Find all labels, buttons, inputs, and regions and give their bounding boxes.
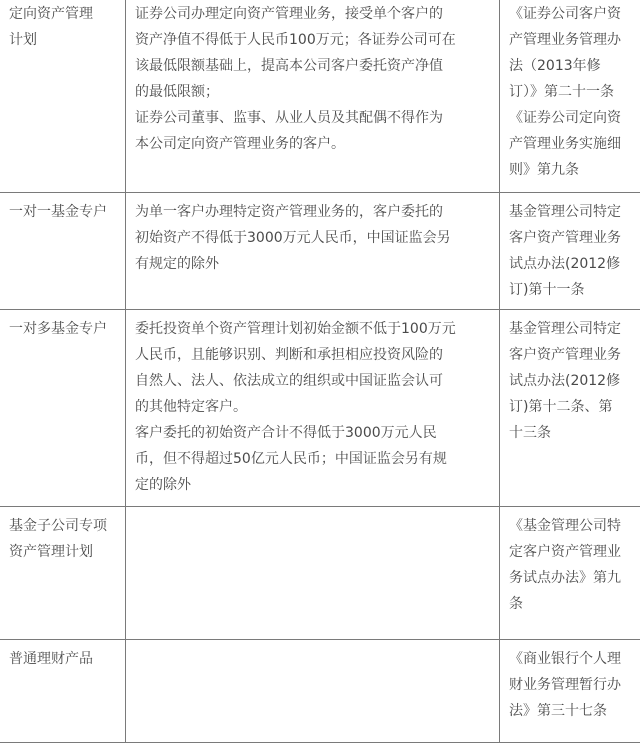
requirement-cell	[126, 193, 500, 310]
requirement-paragraph: 委托投资单个资产管理计划初始金额不低于100万元 人民币，且能够识别、判断和承担相应投资风险的 自然人、法人、依法成立的组织或中国证监会认可 的其他特定客户。	[135, 316, 493, 420]
product-type-cell	[0, 0, 126, 193]
product-type-cell	[0, 193, 126, 310]
requirement-paragraph: 为单一客户办理特定资产管理业务的，客户委托的 初始资产不得低于3000万元人民币，中国证监会另 有规定的除外	[135, 199, 493, 277]
legal-basis-cell	[500, 310, 640, 507]
requirement-cell	[126, 0, 500, 193]
product-type: 一对一基金专户	[9, 204, 107, 220]
table-row	[0, 507, 640, 640]
legal-basis: 《基金管理公司特 定客户资产管理业 务试点办法》第九 条	[509, 518, 621, 612]
requirement-paragraph: 证券公司董事、监事、从业人员及其配偶不得作为 本公司定向资产管理业务的客户。	[135, 105, 493, 157]
requirement-paragraph: 证券公司办理定向资产管理业务，接受单个客户的 资产净值不得低于人民币100万元；各证券公司可在 该最低限额基础上，提高本公司客户委托资产净值 的最低限额；	[135, 1, 493, 105]
table-row	[0, 193, 640, 310]
legal-basis: 基金管理公司特定 客户资产管理业务 试点办法(2012修 订)第十二条、第 十三条	[509, 321, 621, 441]
product-type-cell	[0, 310, 126, 507]
product-type-cell	[0, 507, 126, 640]
product-type: 基金子公司专项 资产管理计划	[9, 518, 107, 560]
legal-basis-cell	[500, 0, 640, 193]
product-type-cell	[0, 640, 126, 743]
legal-basis: 基金管理公司特定 客户资产管理业务 试点办法(2012修 订)第十一条	[509, 204, 621, 298]
product-type: 普通理财产品	[9, 651, 93, 667]
product-type: 定向资产管理 计划	[9, 6, 93, 48]
table-row	[0, 310, 640, 507]
product-type: 一对多基金专户	[9, 321, 107, 337]
requirement-cell	[126, 507, 500, 640]
requirement-cell	[126, 310, 500, 507]
legal-basis-cell	[500, 507, 640, 640]
requirement-cell	[126, 640, 500, 743]
requirement-paragraph: 客户委托的初始资产合计不得低于3000万元人民 币，但不得超过50亿元人民币；中国证监会另有规 定的除外	[135, 420, 493, 498]
legal-basis: 《证券公司客户资 产管理业务管理办 法（2013年修 订）》第二十一条 《证券公司定向资 产管理业务实施细 则》第九条	[509, 6, 621, 178]
legal-basis-cell	[500, 640, 640, 743]
table-row	[0, 640, 640, 743]
table-row	[0, 0, 640, 193]
legal-basis: 《商业银行个人理 财业务管理暂行办 法》第三十七条	[509, 651, 621, 719]
legal-basis-cell	[500, 193, 640, 310]
